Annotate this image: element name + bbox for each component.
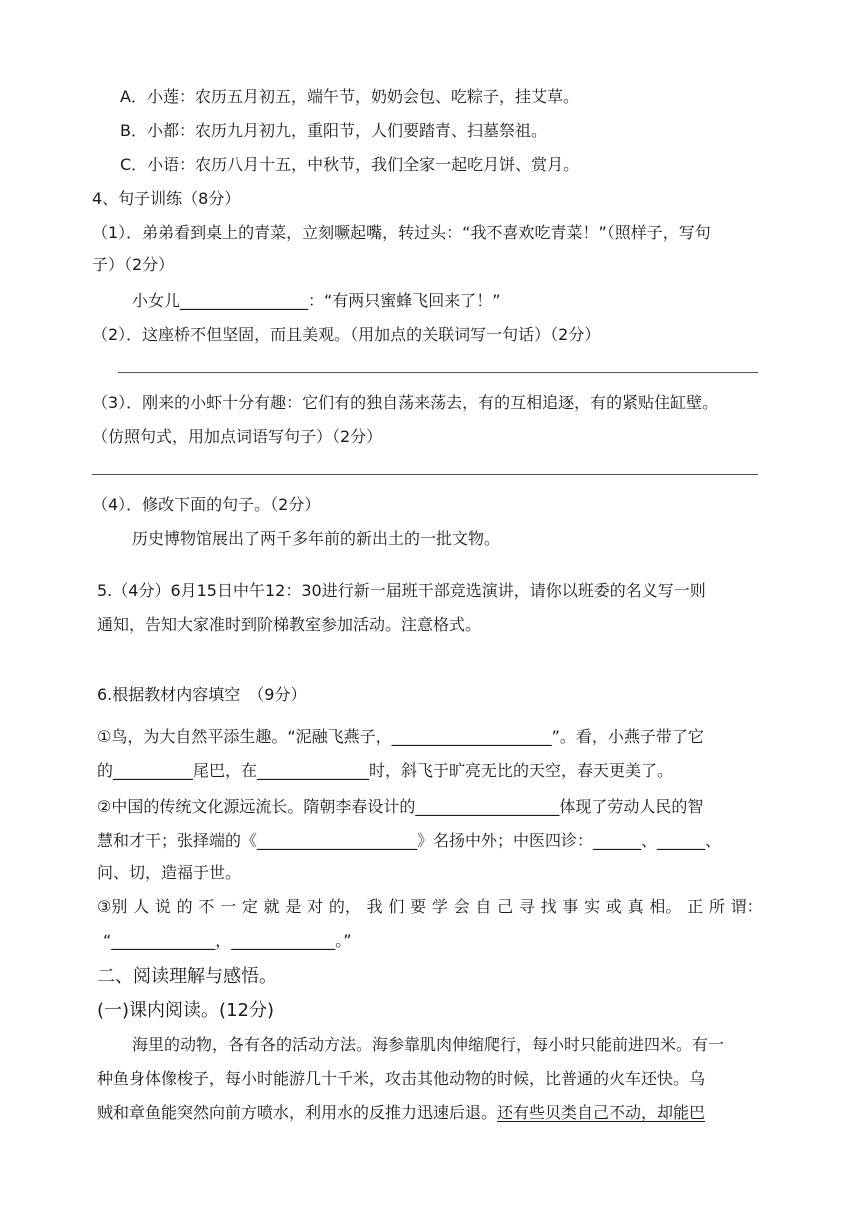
q6-line3: ②中国的传统文化源远流长。隋朝李春设计的__________________体现了劳动人民的智	[97, 797, 704, 816]
q4-s4-sentence: 历史博物馆展出了两千多年前的新出土的一批文物。	[132, 529, 501, 548]
section2-subtitle: (一)课内阅读。(12分)	[97, 1000, 274, 1021]
passage-line1: 海里的动物，各有各的活动方法。海参靠肌肉伸缩爬行，每小时只能前进四米。有一	[132, 1035, 725, 1054]
q4-s1-prompt: 小女儿________________：“有两只蜜蜂飞回来了！”	[132, 291, 501, 310]
q4-s1-line1: （1）．弟弟看到桌上的青菜，立刻噘起嘴，转过头：“我不喜欢吃青菜！”（照样子，写句	[92, 223, 711, 242]
q4-s1-line2: 子）（2分）	[92, 255, 175, 274]
q4-s2: （2）．这座桥不但坚固，而且美观。（用加点的关联词写一句话）（2分）	[92, 325, 601, 344]
q4-title: 4、句子训练（8分）	[92, 189, 241, 208]
answer-line	[118, 372, 758, 373]
passage-line3: 贼和章鱼能突然向前方喷水，利用水的反推力迅速后退。还有些贝类自己不动，却能巴	[97, 1103, 706, 1122]
q4-s3-line1: （3）．刚来的小虾十分有趣：它们有的独自荡来荡去，有的互相追逐，有的紧贴住缸壁。	[92, 393, 719, 412]
q5-line2: 通知，告知大家准时到阶梯教室参加活动。注意格式。	[97, 615, 482, 634]
option-a: A．小莲：农历五月初五，端午节，奶奶会包、吃粽子，挂艾草。	[120, 87, 579, 106]
q6-line7: “_____________，_____________。”	[103, 931, 352, 950]
section2-title: 二、阅读理解与感悟。	[97, 966, 277, 987]
q4-s3-line2: （仿照句式，用加点词语写句子）（2分）	[92, 427, 383, 446]
passage-line2: 种鱼身体像梭子，每小时能游几十千米，攻击其他动物的时候，比普通的火车还快。乌	[97, 1069, 706, 1088]
q6-line6: ③别 人 说 的 不 一 定 就 是 对 的， 我 们 要 学 会 自 己 寻 找 事 实 或 真 相。 正 所 谓：	[97, 897, 763, 916]
option-b: B．小都：农历九月初九，重阳节，人们要踏青、扫墓祭祖。	[120, 121, 547, 140]
underlined-sentence: 还有些贝类自己不动，却能巴	[497, 1103, 706, 1122]
q5-line1: 5.（4分）6月15日中午12：30进行新一届班干部竞选演讲，请你以班委的名义写一则	[97, 581, 706, 600]
q6-line1: ①鸟，为大自然平添生趣。“泥融飞燕子，____________________”。看，小燕子带了它	[97, 727, 704, 746]
q6-line2: 的__________尾巴，在______________时，斜飞于旷亮无比的天空，春天更美了。	[97, 761, 674, 780]
q6-line5: 问、切，造福于世。	[97, 863, 242, 882]
q6-line4: 慧和才干；张择端的《____________________》名扬中外；中医四诊：______、______、	[97, 831, 722, 850]
q6-title: 6.根据教材内容填空 （9分）	[97, 685, 307, 704]
option-c: C．小语：农历八月十五，中秋节，我们全家一起吃月饼、赏月。	[120, 155, 580, 174]
answer-line	[92, 474, 758, 475]
q4-s4: （4）．修改下面的句子。（2分）	[92, 495, 321, 514]
